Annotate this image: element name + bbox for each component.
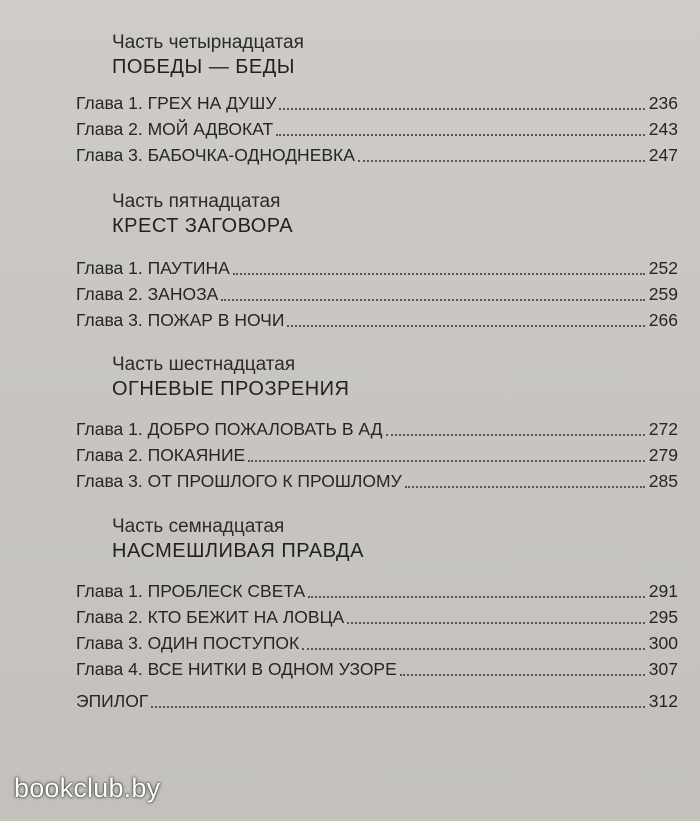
part-title: КРЕСТ ЗАГОВОРА [112,215,294,237]
page-number: 247 [648,145,678,165]
dot-leader [287,324,644,327]
page-number: 285 [648,471,678,491]
page-number: 295 [648,607,678,627]
dot-leader [233,272,645,275]
dot-leader [405,485,645,488]
page-number: 291 [648,581,678,601]
page-number: 307 [648,659,678,679]
chapter-title: ПАУТИНА [147,258,230,278]
dot-leader [221,298,644,301]
chapter-number: Глава 1. [76,419,143,439]
page-number: 266 [648,310,678,330]
chapter-title: ЗАНОЗА [147,284,219,304]
toc-entry-text [76,579,308,603]
toc-entry [76,91,678,115]
toc-entry-text [76,443,248,467]
chapter-number: Глава 2. [76,284,143,304]
dot-leader [279,107,644,110]
part-label: Часть пятнадцатая [112,191,281,212]
toc-entry [76,605,678,629]
chapter-title: КТО БЕЖИТ НА ЛОВЦА [147,607,345,627]
dot-leader [151,705,644,708]
page-number: 279 [648,445,678,465]
chapter-title: БАБОЧКА-ОДНОДНЕВКА [147,145,355,165]
dot-leader [347,621,645,624]
toc-entry [76,631,678,655]
toc-entry-text [76,469,405,493]
part-label: Часть шестнадцатая [112,354,296,375]
toc-entry-text [76,308,287,332]
page-number: 259 [648,284,678,304]
page-number: 312 [648,691,678,711]
toc-entry-epilogue [76,689,678,713]
watermark: bookclub.by [14,773,161,803]
page-number: 300 [648,633,678,653]
dot-leader [276,133,645,136]
part-title: ПОБЕДЫ — БЕДЫ [112,56,295,78]
dot-leader [358,159,645,162]
chapter-number: Глава 2. [76,607,143,627]
toc-entry [76,469,678,493]
toc-entry-text [76,143,358,167]
chapter-title: ПОЖАР В НОЧИ [147,310,285,330]
part-title: НАСМЕШЛИВАЯ ПРАВДА [112,540,364,562]
page-number: 236 [648,93,678,113]
chapter-number: Глава 3. [76,633,143,653]
toc-entry [76,282,678,306]
toc-entry-text [76,256,233,280]
toc-entry [76,657,678,681]
dot-leader [400,673,645,676]
chapter-number: Глава 3. [76,310,143,330]
chapter-number: Глава 1. [76,581,143,601]
toc-entry [76,143,678,167]
chapter-number: Глава 2. [76,119,143,139]
chapter-number: Глава 4. [76,659,143,679]
part-title: ОГНЕВЫЕ ПРОЗРЕНИЯ [112,378,350,400]
toc-entry [76,417,678,441]
chapter-title: ГРЕХ НА ДУШУ [147,93,277,113]
chapter-title: ОТ ПРОШЛОГО К ПРОШЛОМУ [147,471,402,491]
chapter-title: ПРОБЛЕСК СВЕТА [147,581,306,601]
epilogue-title: ЭПИЛОГ [76,691,149,711]
dot-leader [248,459,645,462]
toc-entry-text [76,91,279,115]
toc-entry [76,117,678,141]
page-number: 243 [648,119,678,139]
toc-entry-text [76,605,347,629]
chapter-number: Глава 2. [76,445,143,465]
chapter-number: Глава 3. [76,145,143,165]
chapter-title: ПОКАЯНИЕ [147,445,246,465]
chapter-title: ВСЕ НИТКИ В ОДНОМ УЗОРЕ [147,659,397,679]
toc-entry [76,256,678,280]
toc-entry-text [76,417,386,441]
chapter-number: Глава 1. [76,258,143,278]
toc-entry-text [76,117,276,141]
page-number: 272 [648,419,678,439]
chapter-number: Глава 3. [76,471,143,491]
toc-entry-text [76,631,302,655]
chapter-title: ОДИН ПОСТУПОК [147,633,300,653]
chapter-title: ДОБРО ПОЖАЛОВАТЬ В АД [147,419,383,439]
toc-entry [76,443,678,467]
page-number: 252 [648,258,678,278]
toc-entry [76,579,678,603]
part-label: Часть четырнадцатая [112,32,304,53]
dot-leader [308,595,645,598]
part-label: Часть семнадцатая [112,516,285,537]
toc-entry-text [76,282,221,306]
toc-entry-text [76,657,400,681]
chapter-title: МОЙ АДВОКАТ [147,119,274,139]
dot-leader [386,433,645,436]
chapter-number: Глава 1. [76,93,143,113]
dot-leader [302,647,645,650]
toc-entry [76,308,678,332]
